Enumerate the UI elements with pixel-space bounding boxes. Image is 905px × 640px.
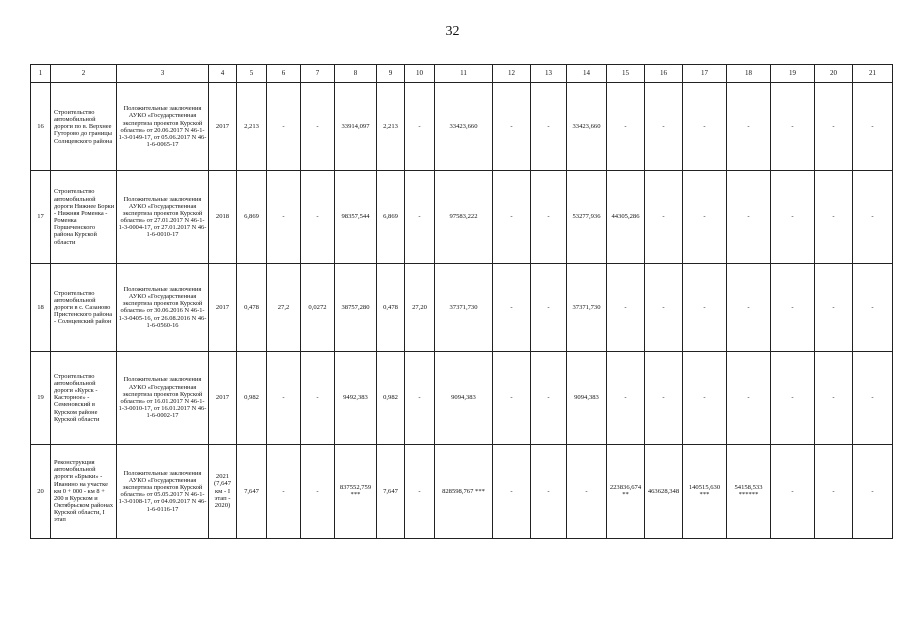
table-cell: - xyxy=(607,83,645,171)
page-number: 32 xyxy=(445,24,460,39)
table-cell: 16 xyxy=(31,83,51,171)
table-cell: - xyxy=(301,444,335,538)
table-cell: - xyxy=(771,171,815,263)
table-cell: 27,2 xyxy=(267,263,301,351)
column-number-header: 1 xyxy=(31,65,51,83)
table-cell: 223836,674 ** xyxy=(607,444,645,538)
table-cell: - xyxy=(815,83,853,171)
table-cell: - xyxy=(815,263,853,351)
table-cell: - xyxy=(567,444,607,538)
column-number-header: 11 xyxy=(435,65,493,83)
table-cell: - xyxy=(405,83,435,171)
header-row xyxy=(31,65,893,83)
table-cell: - xyxy=(531,263,567,351)
table-cell: 33423,660 xyxy=(567,83,607,171)
column-number-header: 12 xyxy=(493,65,531,83)
column-number-header: 16 xyxy=(645,65,683,83)
table-cell: - xyxy=(493,83,531,171)
table-cell: 19 xyxy=(31,352,51,444)
table-cell: - xyxy=(607,352,645,444)
column-number-header: 21 xyxy=(853,65,893,83)
table-cell: 7,647 xyxy=(377,444,405,538)
table-cell: - xyxy=(493,263,531,351)
table-cell: - xyxy=(607,263,645,351)
column-number-header: 7 xyxy=(301,65,335,83)
column-number-header: 19 xyxy=(771,65,815,83)
table-cell: 0,478 xyxy=(237,263,267,351)
table-row xyxy=(31,171,893,263)
table-cell: - xyxy=(405,171,435,263)
column-number-header: 17 xyxy=(683,65,727,83)
table-cell: - xyxy=(405,444,435,538)
column-number-header: 3 xyxy=(117,65,209,83)
table-cell: - xyxy=(531,83,567,171)
table-cell: - xyxy=(493,352,531,444)
table-cell: 54158,533 ****** xyxy=(727,444,771,538)
table-cell: 2,213 xyxy=(237,83,267,171)
table-cell: 9492,383 xyxy=(335,352,377,444)
table-cell: - xyxy=(267,444,301,538)
expert-conclusion: Положительные заключения АУКО «Государственная экспертиза проектов Курской области» от 20.06.2017 N 46-1-1-3-0149-17, от 05.06.2017 N 46-1-6-0065-17 xyxy=(117,83,209,171)
table-cell: - xyxy=(301,171,335,263)
column-number-header: 13 xyxy=(531,65,567,83)
table-cell: 6,869 xyxy=(377,171,405,263)
table-cell: 2018 xyxy=(209,171,237,263)
road-object-name: Строительство автомобильной дороги по в. Верхнее Гуторово до границы Солнцевского района xyxy=(51,83,117,171)
table-cell: 0,982 xyxy=(377,352,405,444)
table-cell: - xyxy=(853,352,893,444)
table-cell: - xyxy=(683,83,727,171)
table-cell: 98357,544 xyxy=(335,171,377,263)
table-cell: - xyxy=(267,171,301,263)
table-cell: 20 xyxy=(31,444,51,538)
column-number-header: 5 xyxy=(237,65,267,83)
table-cell: 7,647 xyxy=(237,444,267,538)
column-number-header: 8 xyxy=(335,65,377,83)
column-number-header: 18 xyxy=(727,65,771,83)
table-cell: 463628,348 xyxy=(645,444,683,538)
table-cell: 0,478 xyxy=(377,263,405,351)
table-cell: - xyxy=(853,171,893,263)
expert-conclusion: Положительные заключения АУКО «Государственная экспертиза проектов Курской области» от 27.01.2017 N 46-1-1-3-0004-17, от 27.01.2017 N 46-1-6-0010-17 xyxy=(117,171,209,263)
table-cell: - xyxy=(683,263,727,351)
column-number-header: 15 xyxy=(607,65,645,83)
table-cell: 0,0272 xyxy=(301,263,335,351)
table-cell: 18 xyxy=(31,263,51,351)
table-cell: 2,213 xyxy=(377,83,405,171)
column-number-header: 10 xyxy=(405,65,435,83)
table-cell: - xyxy=(815,352,853,444)
table-cell: - xyxy=(301,83,335,171)
expert-conclusion: Положительные заключения АУКО «Государственная экспертиза проектов Курской области» от 16.01.2017 N 46-1-1-3-0010-17, от 16.01.2017 N 46-1-6-0002-17 xyxy=(117,352,209,444)
table-cell: 44305,286 xyxy=(607,171,645,263)
table-cell: - xyxy=(405,352,435,444)
road-object-name: Реконструкция автомобильной дороги «Брыки» - Иванино на участке км 0 + 000 - км 8 + 200 в Курском и Октябрьском районах Курской области, I этап xyxy=(51,444,117,538)
column-number-header: 14 xyxy=(567,65,607,83)
table-cell: - xyxy=(267,83,301,171)
table-row xyxy=(31,444,893,538)
table-cell: - xyxy=(771,352,815,444)
table-cell: - xyxy=(267,352,301,444)
table-cell: - xyxy=(531,444,567,538)
table-cell: - xyxy=(727,263,771,351)
table-cell: 9094,383 xyxy=(567,352,607,444)
table-row xyxy=(31,263,893,351)
table-cell: 53277,936 xyxy=(567,171,607,263)
table-cell: - xyxy=(771,83,815,171)
expert-conclusion: Положительные заключения АУКО «Государственная экспертиза проектов Курской области» от 30.06.2016 N 46-1-1-3-0405-16, от 26.08.2016 N 46-1-6-0560-16 xyxy=(117,263,209,351)
table-cell: - xyxy=(531,171,567,263)
road-object-name: Строительство автомобильной дороги «Курск - Касторное» - Семеновский в Курском районе Курской области xyxy=(51,352,117,444)
table-cell: - xyxy=(645,171,683,263)
table-cell: 6,869 xyxy=(237,171,267,263)
column-number-header: 9 xyxy=(377,65,405,83)
road-object-name: Строительство автомобильной дороги в с. Сазаново Пристенского района - Солнцевский район xyxy=(51,263,117,351)
table-cell: 837552,759 *** xyxy=(335,444,377,538)
table-row xyxy=(31,352,893,444)
table-cell: - xyxy=(493,171,531,263)
table-cell: - xyxy=(301,352,335,444)
road-object-name: Строительство автомобильной дороги Нижнее Борки - Нижняя Роменка - Роменка Горшеченского района Курской области xyxy=(51,171,117,263)
table-cell: - xyxy=(771,263,815,351)
table-cell: 9094,383 xyxy=(435,352,493,444)
table-cell: 27,20 xyxy=(405,263,435,351)
table-cell: - xyxy=(645,83,683,171)
table-cell: - xyxy=(815,444,853,538)
table-cell: - xyxy=(645,352,683,444)
expert-conclusion: Положительные заключения АУКО «Государственная экспертиза проектов Курской области» от 05.05.2017 N 46-1-1-3-0108-17, от 04.09.2017 N 46-1-6-0116-17 xyxy=(117,444,209,538)
table-cell: 2017 xyxy=(209,83,237,171)
table-cell: - xyxy=(727,352,771,444)
table-cell: - xyxy=(645,263,683,351)
table-cell: - xyxy=(853,83,893,171)
table-cell: 37371,730 xyxy=(435,263,493,351)
table-cell: - xyxy=(815,171,853,263)
table-cell: - xyxy=(771,444,815,538)
table-cell: - xyxy=(531,352,567,444)
table-cell: - xyxy=(727,83,771,171)
table-cell: 0,982 xyxy=(237,352,267,444)
table-cell: 97583,222 xyxy=(435,171,493,263)
table-cell: 33423,660 xyxy=(435,83,493,171)
table-cell: 2017 xyxy=(209,263,237,351)
table-cell: 17 xyxy=(31,171,51,263)
table-cell: - xyxy=(683,352,727,444)
table-cell: - xyxy=(683,171,727,263)
table-cell: 33914,097 xyxy=(335,83,377,171)
table-cell: - xyxy=(853,263,893,351)
table-cell: 140515,630 *** xyxy=(683,444,727,538)
column-number-header: 6 xyxy=(267,65,301,83)
table-cell: - xyxy=(493,444,531,538)
table-cell: 2017 xyxy=(209,352,237,444)
column-number-header: 4 xyxy=(209,65,237,83)
table-cell: 828598,767 *** xyxy=(435,444,493,538)
table-cell: 2021 (7,647 км - I этап - 2020) xyxy=(209,444,237,538)
table-cell: - xyxy=(727,171,771,263)
table-cell: 37371,730 xyxy=(567,263,607,351)
column-number-header: 20 xyxy=(815,65,853,83)
table-cell: - xyxy=(853,444,893,538)
road-construction-table xyxy=(30,64,893,539)
table-row xyxy=(31,83,893,171)
column-number-header: 2 xyxy=(51,65,117,83)
table-cell: 38757,280 xyxy=(335,263,377,351)
